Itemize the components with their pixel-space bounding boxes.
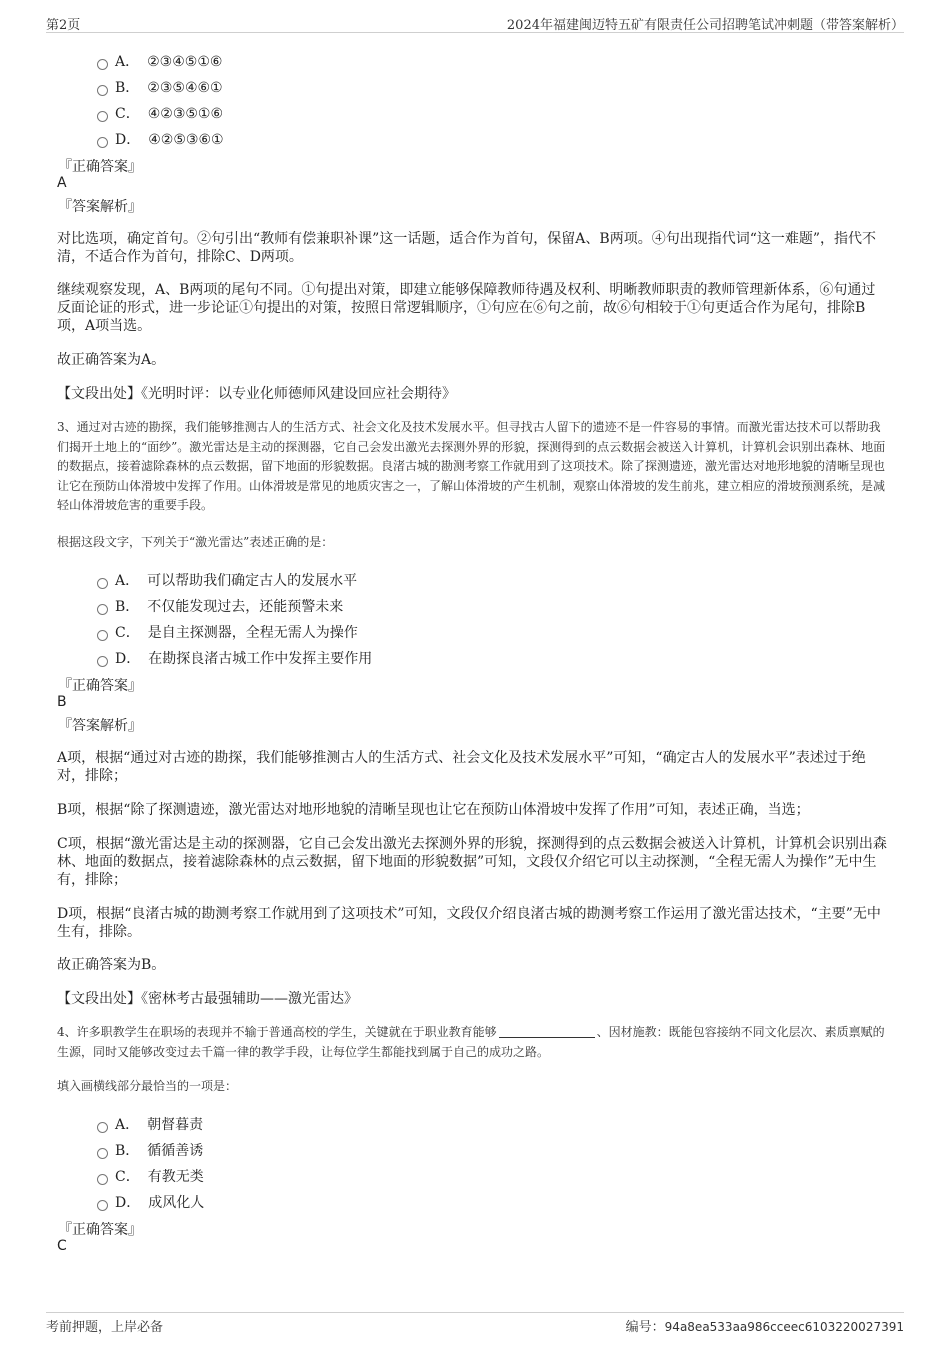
analysis-paragraph: A项，根据“通过对古迹的勘探，我们能够推测古人的生活方式、社会文化及技术发展水平”可知，“确定古人的发展水平”表述过于绝对，排除； (57, 750, 866, 784)
question-prompt: 填入画横线部分最恰当的一项是： (57, 1079, 238, 1093)
fill-blank (499, 1025, 595, 1038)
document-title: 2024年福建闽迈特五矿有限责任公司招聘笔试冲刺题（带答案解析） (506, 18, 904, 33)
answer-value: A (57, 175, 67, 191)
analysis-label: 『答案解析』 (58, 718, 142, 734)
radio-icon[interactable] (97, 1122, 108, 1133)
footer-slogan: 考前押题，上岸必备 (46, 1320, 164, 1335)
radio-icon[interactable] (97, 578, 108, 589)
document-code: 编号：94a8ea533aa986cceec6103220027391 (625, 1320, 904, 1335)
answer-label: 『正确答案』 (58, 1222, 142, 1238)
source-citation: 【文段出处】《密林考古最强辅助——激光雷达》 (57, 991, 358, 1007)
answer-value: C (57, 1238, 67, 1254)
option-q4-c[interactable]: C． 有教无类 (97, 1166, 204, 1186)
radio-icon[interactable] (97, 111, 108, 122)
radio-icon[interactable] (97, 630, 108, 641)
radio-icon[interactable] (97, 59, 108, 70)
option-q2-a[interactable]: A． ②③④⑤①⑥ (97, 51, 222, 71)
question-passage: 4、许多职教学生在职场的表现并不输于普通高校的学生，关键就在于职业教育能够 、因材施教：既能包容接纳不同文化层次、素质禀赋的生源，同时又能够改变过去千篇一律的教学手段，让每位学生都能找到属于自己的成功之路。 (57, 1025, 885, 1059)
analysis-paragraph: 继续观察发现，A、B两项的尾句不同。①句提出对策，即建立能够保障教师待遇及权利、明晰教师职责的教师管理新体系，⑥句通过反面论证的形式，进一步论证①句提出的对策，按照日常逻辑顺序，①句应在⑥句之前，故⑥句相较于①句更适合作为尾句，排除B项，A项当选。 (57, 282, 876, 334)
analysis-paragraph: C项，根据“激光雷达是主动的探测器，它自己会发出激光去探测外界的形貌，探测得到的点云数据会被送入计算机，计算机会识别出森林、地面的数据点，接着滤除森林的点云数据，留下地面的形貌数据”可知，文段仅介绍它可以主动探测，“全程无需人为操作”无中生有，排除； (57, 836, 887, 888)
option-q4-b[interactable]: B． 循循善诱 (97, 1140, 203, 1160)
option-q2-d[interactable]: D． ④②⑤③⑥① (97, 129, 224, 149)
radio-icon[interactable] (97, 1174, 108, 1185)
answer-label: 『正确答案』 (58, 678, 142, 694)
option-q3-c[interactable]: C． 是自主探测器，全程无需人为操作 (97, 622, 358, 642)
radio-icon[interactable] (97, 1200, 108, 1211)
answer-value: B (57, 694, 67, 710)
option-q2-c[interactable]: C． ④②③⑤①⑥ (97, 103, 223, 123)
question-prompt: 根据这段文字，下列关于“激光雷达”表述正确的是： (57, 535, 334, 549)
option-q3-a[interactable]: A． 可以帮助我们确定古人的发展水平 (97, 570, 357, 590)
analysis-paragraph: B项，根据“除了探测遗迹，激光雷达对地形地貌的清晰呈现也让它在预防山体滑坡中发挥了作用”可知，表述正确，当选； (57, 802, 810, 818)
radio-icon[interactable] (97, 1148, 108, 1159)
analysis-conclusion: 故正确答案为B。 (57, 957, 166, 973)
radio-icon[interactable] (97, 656, 108, 667)
source-citation: 【文段出处】《光明时评：以专业化师德师风建设回应社会期待》 (57, 386, 456, 402)
option-q4-a[interactable]: A． 朝督暮责 (97, 1114, 203, 1134)
radio-icon[interactable] (97, 604, 108, 615)
radio-icon[interactable] (97, 137, 108, 148)
radio-icon[interactable] (97, 85, 108, 96)
page-header (46, 12, 904, 33)
analysis-label: 『答案解析』 (58, 199, 142, 215)
page-number: 第2页 (46, 18, 81, 33)
analysis-paragraph: 对比选项，确定首句。②句引出“教师有偿兼职补课”这一话题，适合作为首句，保留A、B两项。④句出现指代词“这一难题”，指代不清，不适合作为首句，排除C、D两项。 (57, 231, 877, 265)
option-q3-b[interactable]: B． 不仅能发现过去，还能预警未来 (97, 596, 343, 616)
answer-label: 『正确答案』 (58, 159, 142, 175)
option-q2-b[interactable]: B． ②③⑤④⑥① (97, 77, 223, 97)
analysis-paragraph: D项，根据“良渚古城的勘测考察工作就用到了这项技术”可知，文段仅介绍良渚古城的勘测考察工作运用了激光雷达技术，“主要”无中生有，排除。 (57, 906, 881, 940)
page-footer (46, 1312, 904, 1336)
option-q3-d[interactable]: D． 在勘探良渚古城工作中发挥主要作用 (97, 648, 372, 668)
option-q4-d[interactable]: D． 成风化人 (97, 1192, 204, 1212)
analysis-conclusion: 故正确答案为A。 (57, 352, 166, 368)
question-passage: 3、通过对古迹的勘探，我们能够推测古人的生活方式、社会文化及技术发展水平。但寻找古人留下的遗迹不是一件容易的事情。而激光雷达技术可以帮助我们揭开土地上的“面纱”。激光雷达是主动的探测器，它自己会发出激光去探测外界的形貌，探测得到的点云数据会被送入计算机，计算机会识别出森林、地面的数据点，接着滤除森林的点云数据，留下地面的形貌数据。良渚古城的勘测考察工作就用到了这项技术。除了探测遗迹，激光雷达对地形地貌的清晰呈现也让它在预防山体滑坡中发挥了作用。山体滑坡是常见的地质灾害之一，了解山体滑坡的产生机制，观察山体滑坡的发生前兆，建立相应的滑坡预测系统，是减轻山体滑坡危害的重要手段。 (57, 420, 886, 512)
